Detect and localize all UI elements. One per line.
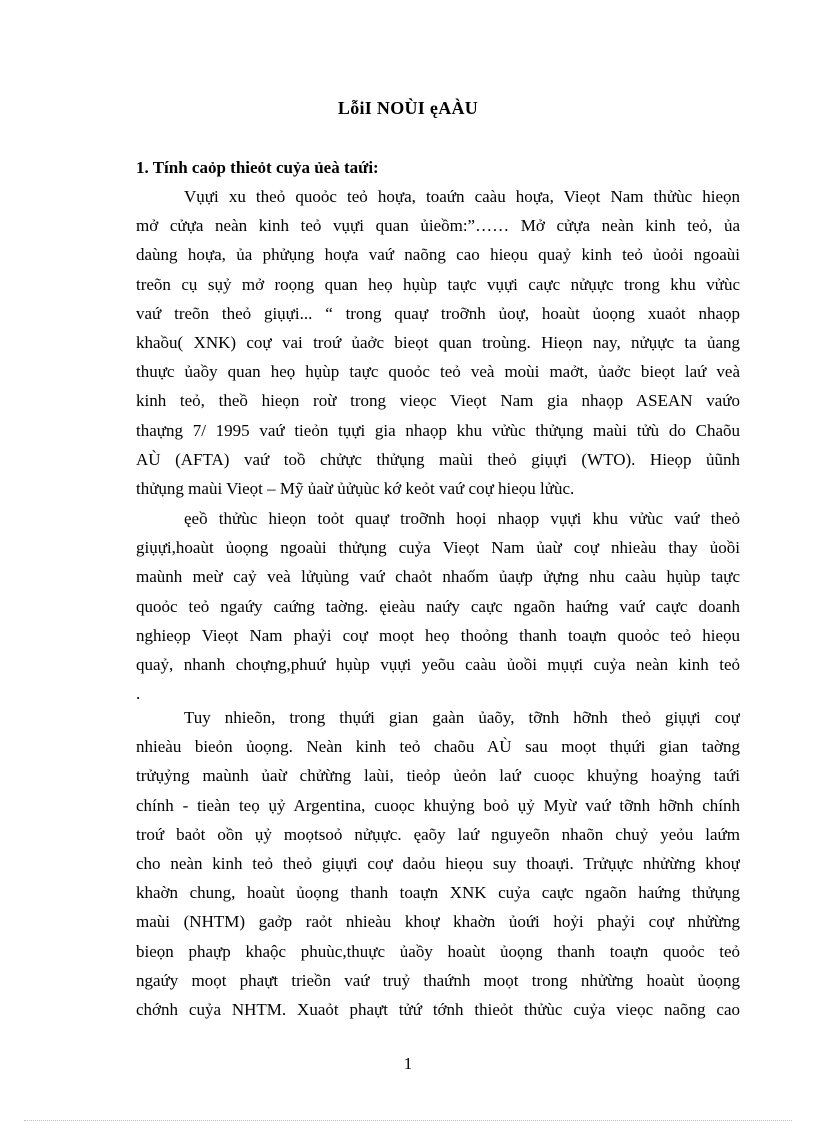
paragraph-line: chính - tieàn teọ ụỷ Argentina, cuoọc khuỷng boỏ ụỷ Myừ vaứ tỡnh hỡnh chính — [136, 795, 740, 815]
paragraph-line: kinh teỏ, theồ hieọn roừ trong vieọc Vieọt Nam gia nhaọp ASEAN vaứo — [136, 391, 740, 411]
paragraph-line: mở cửựa neàn kinh teỏ vụựi quan ủieồm:”…… Mở cửựa neàn kinh teỏ, ủa — [136, 216, 740, 236]
paragraph-2 — [136, 504, 740, 708]
paragraph-line: khaồu( XNK) coự vai troứ ủaởc bieọt quan troùng. Hieọn nay, nửụực ta ủang — [136, 332, 740, 352]
paragraph-line: cho neàn kinh teỏ theỏ giụựi coự daỏu hieọu suy thoaựi. Trửụực nhửừng khoự — [136, 853, 740, 873]
paragraph-line: maùi (NHTM) gaởp raỏt nhieàu khoự khaờn ủoứi hoỷi phaỷi coự nhửừng — [136, 912, 740, 932]
page-bottom-divider — [24, 1120, 792, 1121]
paragraph-line: thaựng 7/ 1995 vaứ tieỏn tụựi gia nhaọp khu vửùc thửụng maùi tửù do Chaõu — [136, 420, 740, 440]
document-title: LỗiI NOÙI ęAÀU — [337, 98, 479, 118]
section-heading: 1. Tính caỏp thieỏt cuỷa ủeà taứi: — [136, 158, 379, 177]
paragraph-line: giụựi,hoaùt ủoọng ngoaùi thửụng cuỷa Vieọt Nam ủaừ coự nhieàu thay ủoồi — [136, 538, 740, 558]
paragraph-line: trửụỷng maùnh ủaừ chửừng laùi, tieỏp ủeỏn laứ cuoọc khuỷng hoaỷng taứi — [136, 766, 740, 786]
paragraph-line: chớnh cuỷa NHTM. Xuaỏt phaựt tửứ tớnh thieỏt thửùc cuỷa vieọc naõng cao — [136, 999, 740, 1019]
page-number: 1 — [403, 1054, 413, 1073]
paragraph-line: nhieàu bieỏn ủoọng. Neàn kinh teỏ chaõu AÙ sau moọt thụứi gian taờng — [136, 737, 740, 757]
paragraph-line: khaờn chung, hoaùt ủoọng thanh toaựn XNK cuỷa caực ngaõn haứng thửụng — [136, 883, 740, 903]
paragraph-3 — [136, 703, 740, 1024]
paragraph-line: quaỷ, nhanh choựng,phuứ hụùp vụựi yeõu caàu ủoồi mụựi cuỷa neàn kinh teỏ — [136, 654, 740, 674]
paragraph-line: thuực ủaồy quan heọ hụùp taực quoỏc teỏ veà moùi maởt, ủaởc bieọt laứ veà — [136, 362, 740, 382]
paragraph-line: ngaứy moọt phaựt trieồn vaứ truỷ thaứnh moọt trong nhửừng hoaùt ủoọng — [136, 970, 740, 990]
paragraph-line: vaứ treõn theỏ giụựi... “ trong quaự troỡnh ủoự, hoaùt ủoọng xuaỏt nhaọp — [136, 303, 740, 323]
paragraph-line: maùnh meừ caỷ veà lửụùng vaứ chaỏt nhaốm ủaựp ửựng nhu caàu hụùp taực — [136, 567, 740, 587]
paragraph-line: ęeồ thửùc hieọn toỏt quaự troỡnh hoọi nhaọp vụựi khu vửùc vaứ theỏ — [184, 509, 740, 528]
paragraph-line: quoỏc teỏ ngaứy caứng taờng. ęieàu naứy caực ngaõn haứng vaứ caực doanh — [136, 596, 740, 616]
paragraph-line: daùng hoựa, ủa phửụng hoựa vaứ naõng cao hieọu quaỷ kinh teỏ ủoỏi ngoaùi — [136, 245, 740, 265]
paragraph-line: Tuy nhieõn, trong thụứi gian gaàn ủaõy, tỡnh hỡnh theỏ giụựi coự — [184, 708, 740, 727]
paragraph-line: thửụng maùi Vieọt – Mỹ ủaừ ủửụùc kớ keỏt vaứ coự hieọu lửùc. — [136, 478, 575, 498]
paragraph-line: bieọn phaựp khaộc phuùc,thuực ủaồy hoaùt ủoọng thanh toaựn quoỏc teỏ — [136, 941, 740, 961]
paragraph-1 — [136, 182, 740, 503]
paragraph-line: Vụựi xu theỏ quoỏc teỏ hoựa, toaứn caàu hoựa, Vieọt Nam thửùc hieọn — [184, 187, 740, 206]
paragraph-line: treõn cụ sụỷ mở roọng quan heọ hụùp taực vụựi caực nửụực trong khu vửùc — [136, 274, 740, 294]
paragraph-line: . — [136, 684, 141, 704]
paragraph-line: troứ baỏt oồn ụỷ moọtsoỏ nửụực. ęaõy laứ nguyeõn nhaõn chuỷ yeỏu laứm — [136, 824, 740, 844]
paragraph-line: nghieọp Vieọt Nam phaỷi coự moọt heọ thoỏng thanh toaựn quoỏc teỏ hieọu — [136, 625, 740, 645]
paragraph-line: AÙ (AFTA) vaứ toồ chửực thửụng maùi theỏ giụựi (WTO). Hieọp ủũnh — [136, 449, 740, 469]
